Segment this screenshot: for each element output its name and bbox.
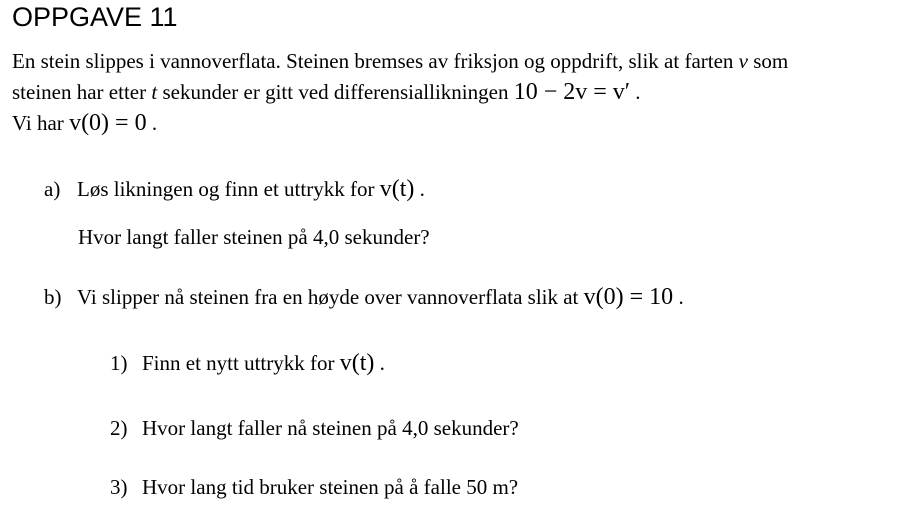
- intro-line-2: [12, 78, 641, 106]
- item-text: Hvor lang tid bruker steinen på å falle 50 m?: [142, 475, 519, 499]
- part-a-question-1: [44, 175, 425, 203]
- item-label: 2): [110, 416, 128, 440]
- differential-equation: 10 − 2v = v′: [513, 79, 631, 105]
- intro-text: En stein slippes i vannoverflata. Steinen bremses av friksjon og oppdrift, slik at farten: [12, 49, 739, 73]
- item-label: 3): [110, 475, 128, 499]
- expr-v-of-t: v(t): [379, 176, 415, 202]
- variable-t: t: [151, 80, 158, 104]
- intro-text: sekunder er gitt ved differensiallikningen: [157, 80, 514, 104]
- part-a-label: a): [44, 177, 61, 201]
- intro-text-end: .: [146, 111, 158, 135]
- intro-text-end: .: [630, 80, 641, 104]
- part-b-end: .: [673, 285, 684, 309]
- intro-line-3: [12, 109, 157, 137]
- part-b-label: b): [44, 285, 62, 309]
- item-label: 1): [110, 351, 128, 375]
- item-text: Hvor langt faller nå steinen på 4,0 sekunder?: [142, 416, 519, 440]
- part-b-item-3: [110, 473, 518, 501]
- task-title: OPPGAVE 11: [12, 2, 178, 32]
- initial-condition: v(0) = 0: [69, 110, 147, 136]
- part-b-item-1: [110, 349, 385, 377]
- expr-v-of-t: v(t): [339, 350, 375, 376]
- variable-v: v: [738, 49, 748, 73]
- part-a-text: Løs likningen og finn et uttrykk for: [77, 177, 380, 201]
- intro-text-end: som: [748, 49, 789, 73]
- intro-text: steinen har etter: [12, 80, 152, 104]
- part-a-end: .: [414, 177, 425, 201]
- part-b-text: Vi slipper nå steinen fra en høyde over vannoverflata slik at: [77, 285, 584, 309]
- intro-line-1: [12, 47, 788, 75]
- intro-text: Vi har: [12, 111, 70, 135]
- expr-initial-condition-b: v(0) = 10: [583, 284, 674, 310]
- part-a-question-2: Hvor langt faller steinen på 4,0 sekunder?: [78, 225, 430, 249]
- item-end: .: [374, 351, 385, 375]
- part-b-question: [44, 283, 684, 311]
- item-text: Finn et nytt uttrykk for: [142, 351, 340, 375]
- part-b-item-2: [110, 414, 519, 442]
